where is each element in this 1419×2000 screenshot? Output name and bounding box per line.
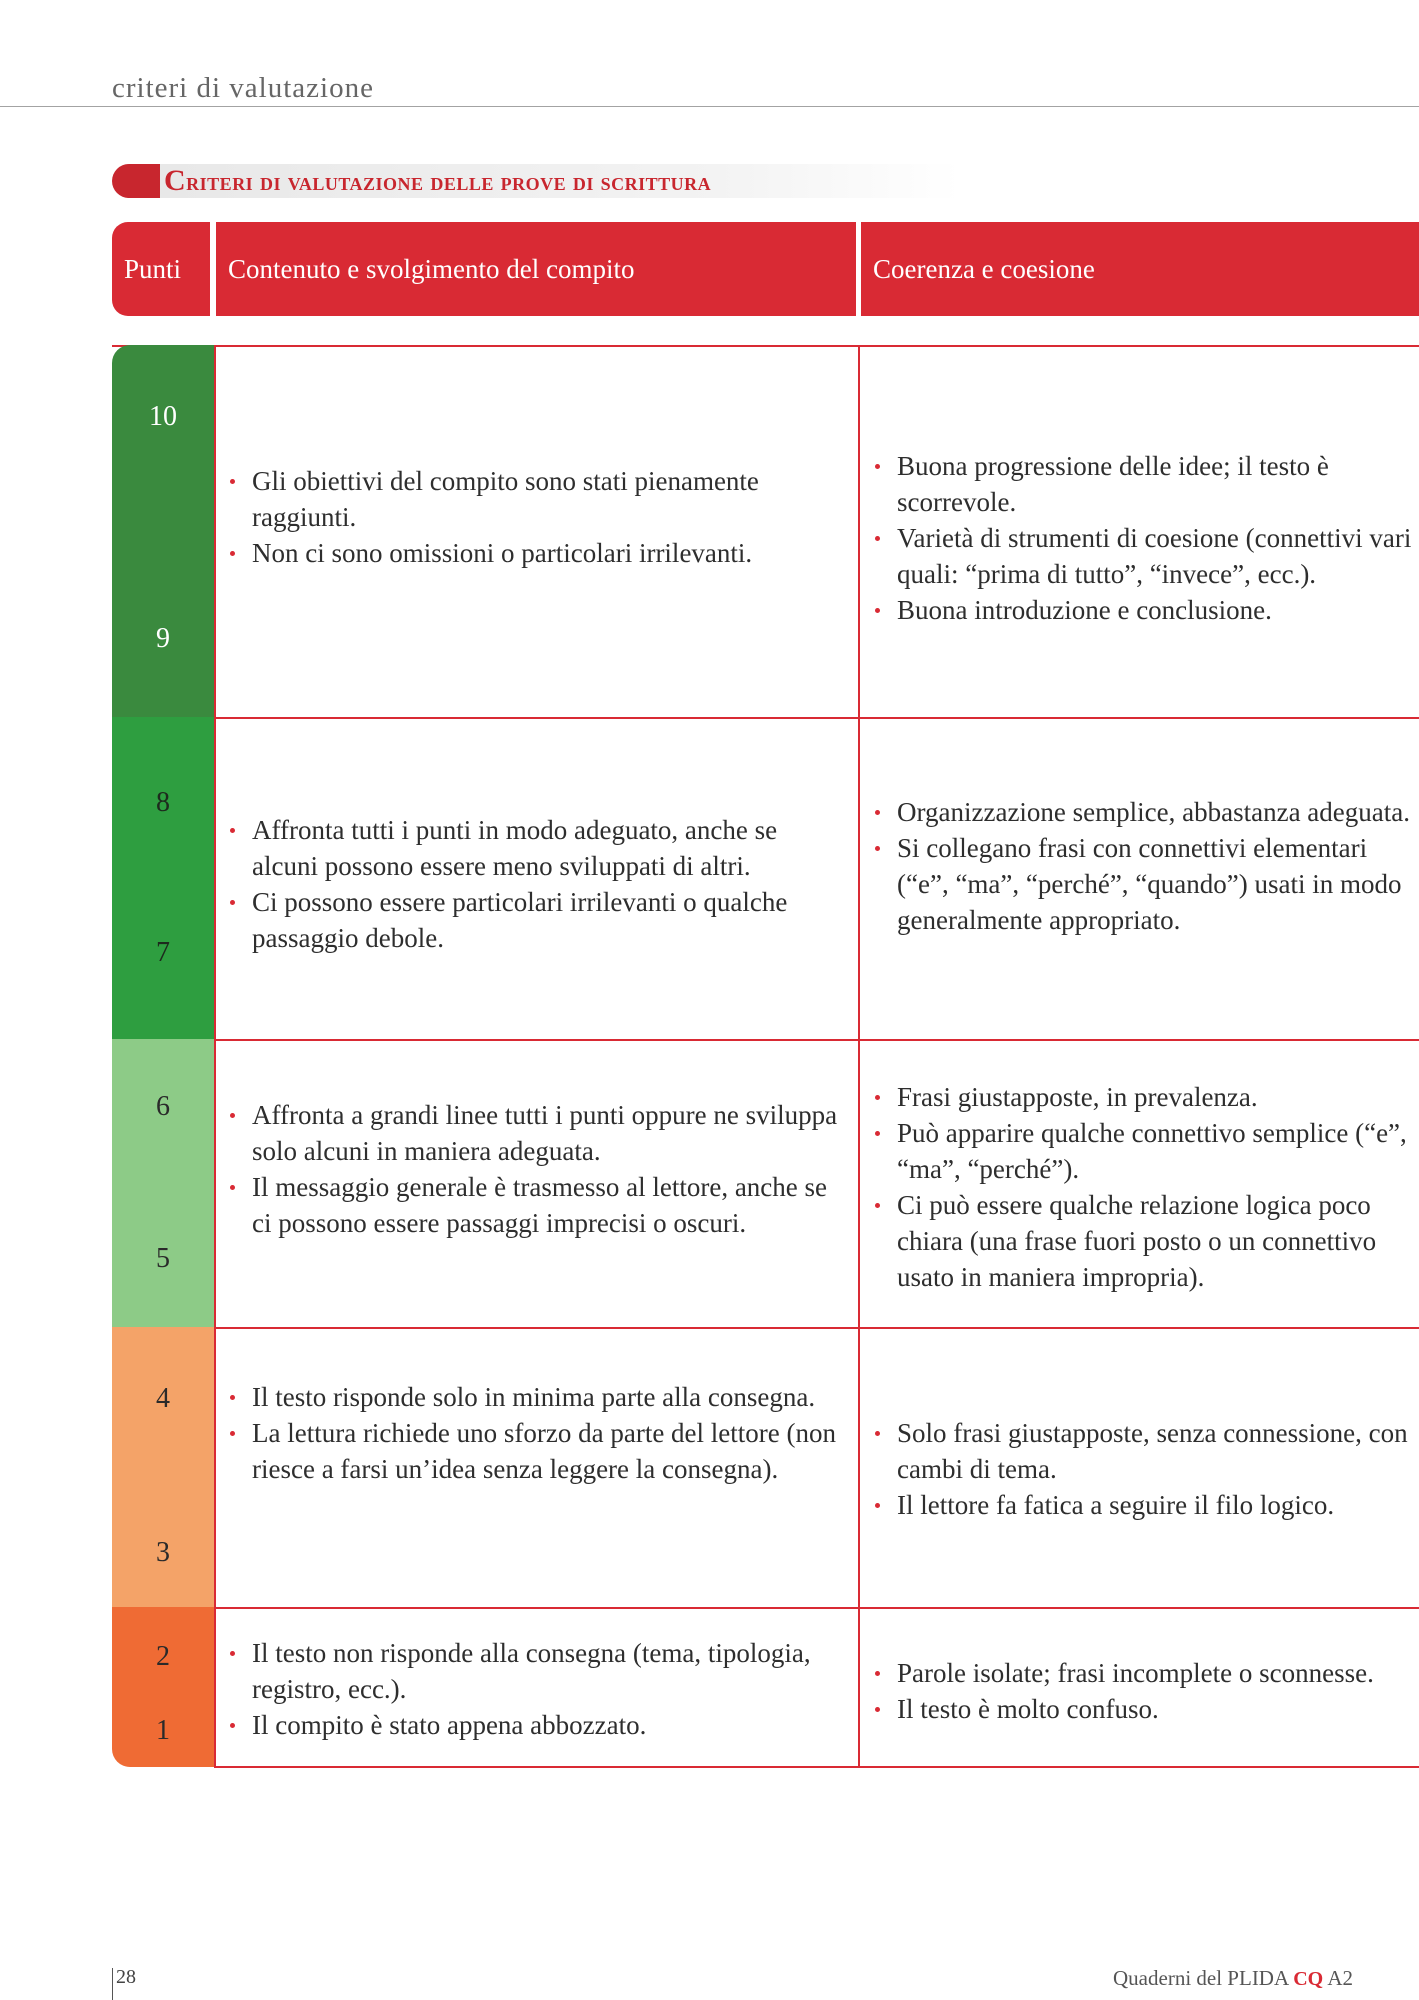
coherence-cell-4-3: [869, 1415, 1419, 1523]
header-coherence-label: Coerenza e coesione: [873, 254, 1095, 284]
criterion-item: Affronta a grandi linee tutti i punti oppure ne sviluppa solo alcuni in maniera adeguata.: [224, 1097, 844, 1169]
score-bottom: 9: [156, 623, 170, 654]
coherence-cell-10-9: [869, 448, 1419, 628]
content-cell-4-3: [224, 1379, 844, 1487]
criterion-item: Ci possono essere particolari irrilevanti o qualche passaggio debole.: [224, 884, 844, 956]
score-top: 2: [156, 1641, 170, 1672]
criterion-item: Non ci sono omissioni o particolari irrilevanti.: [224, 535, 844, 571]
footer-rule: [112, 1968, 113, 2000]
criterion-item: Solo frasi giustapposte, senza connessione, con cambi di tema.: [869, 1415, 1419, 1487]
series-title: Quaderni del PLIDA: [1113, 1966, 1288, 1990]
score-top: 10: [149, 401, 177, 432]
score-column: [112, 345, 214, 1767]
row-divider: [214, 717, 1419, 719]
criterion-item: La lettura richiede uno sforzo da parte del lettore (non riesce a farsi un’idea senza leggere la consegna).: [224, 1415, 844, 1487]
table-top-rule: [112, 345, 1419, 347]
score-band-6-5: [112, 1039, 214, 1327]
score-bottom: 5: [156, 1243, 170, 1274]
column-divider-middle: [858, 345, 860, 1767]
score-bottom: 7: [156, 937, 170, 968]
criterion-item: Organizzazione semplice, abbastanza adeguata.: [869, 794, 1419, 830]
row-divider: [214, 1327, 1419, 1329]
criterion-item: Ci può essere qualche relazione logica poco chiara (una frase fuori posto o un connettivo usato in maniera impropria).: [869, 1187, 1419, 1295]
table-bottom-rule: [214, 1766, 1419, 1768]
header-rule: [0, 106, 1419, 107]
footer-brand: [1113, 1966, 1353, 1991]
criterion-item: Parole isolate; frasi incomplete o sconnesse.: [869, 1655, 1419, 1691]
content-cell-8-7: [224, 812, 844, 956]
score-top: 4: [156, 1383, 170, 1414]
criterion-item: Il compito è stato appena abbozzato.: [224, 1707, 844, 1743]
criterion-item: Varietà di strumenti di coesione (connettivi vari quali: “prima di tutto”, “invece”, ecc.).: [869, 520, 1419, 592]
criterion-item: Il testo è molto confuso.: [869, 1691, 1419, 1727]
score-top: 8: [156, 787, 170, 818]
header-content-label: Contenuto e svolgimento del compito: [228, 254, 635, 284]
criterion-item: Il testo risponde solo in minima parte alla consegna.: [224, 1379, 844, 1415]
plida-logo-icon: CQ: [1293, 1968, 1324, 1990]
header-punti-label: Punti: [124, 254, 182, 284]
score-band-10-9: [112, 345, 214, 717]
criterion-item: Può apparire qualche connettivo semplice (“e”, “ma”, “perché”).: [869, 1115, 1419, 1187]
column-divider-left: [214, 345, 216, 1767]
criterion-item: Il messaggio generale è trasmesso al lettore, anche se ci possono essere passaggi imprecisi o oscuri.: [224, 1169, 844, 1241]
criterion-item: Il lettore fa fatica a seguire il filo logico.: [869, 1487, 1419, 1523]
criterion-item: Il testo non risponde alla consegna (tema, tipologia, registro, ecc.).: [224, 1635, 844, 1707]
section-marker: [112, 164, 160, 198]
section-title: Criteri di valutazione delle prove di scrittura: [164, 164, 712, 197]
criterion-item: Gli obiettivi del compito sono stati pienamente raggiunti.: [224, 463, 844, 535]
criterion-item: Buona progressione delle idee; il testo è scorrevole.: [869, 448, 1419, 520]
coherence-cell-2-1: [869, 1655, 1419, 1727]
section-heading: [112, 160, 952, 198]
coherence-cell-8-7: [869, 794, 1419, 938]
criterion-item: Buona introduzione e conclusione.: [869, 592, 1419, 628]
score-top: 6: [156, 1091, 170, 1122]
score-bottom: 3: [156, 1537, 170, 1568]
header-cell-content: [216, 222, 856, 316]
content-cell-2-1: [224, 1635, 844, 1743]
content-cell-6-5: [224, 1097, 844, 1241]
score-band-8-7: [112, 717, 214, 1039]
score-bottom: 1: [156, 1715, 170, 1746]
row-divider: [214, 1607, 1419, 1609]
header-cell-punti: [112, 222, 210, 316]
criterion-item: Si collegano frasi con connettivi elementari (“e”, “ma”, “perché”, “quando”) usati in modo generalmente appropriato.: [869, 830, 1419, 938]
criterion-item: Frasi giustapposte, in prevalenza.: [869, 1079, 1419, 1115]
content-cell-10-9: [224, 463, 844, 571]
header-cell-coherence: [861, 222, 1419, 316]
criterion-item: Affronta tutti i punti in modo adeguato, anche se alcuni possono essere meno sviluppati di altri.: [224, 812, 844, 884]
row-divider: [214, 1039, 1419, 1041]
running-head: criteri di valutazione: [112, 72, 374, 104]
page-number: 28: [116, 1966, 136, 1988]
level-label: A2: [1327, 1966, 1353, 1990]
score-band-2-1: [112, 1607, 214, 1767]
score-band-4-3: [112, 1327, 214, 1607]
coherence-cell-6-5: [869, 1079, 1419, 1295]
